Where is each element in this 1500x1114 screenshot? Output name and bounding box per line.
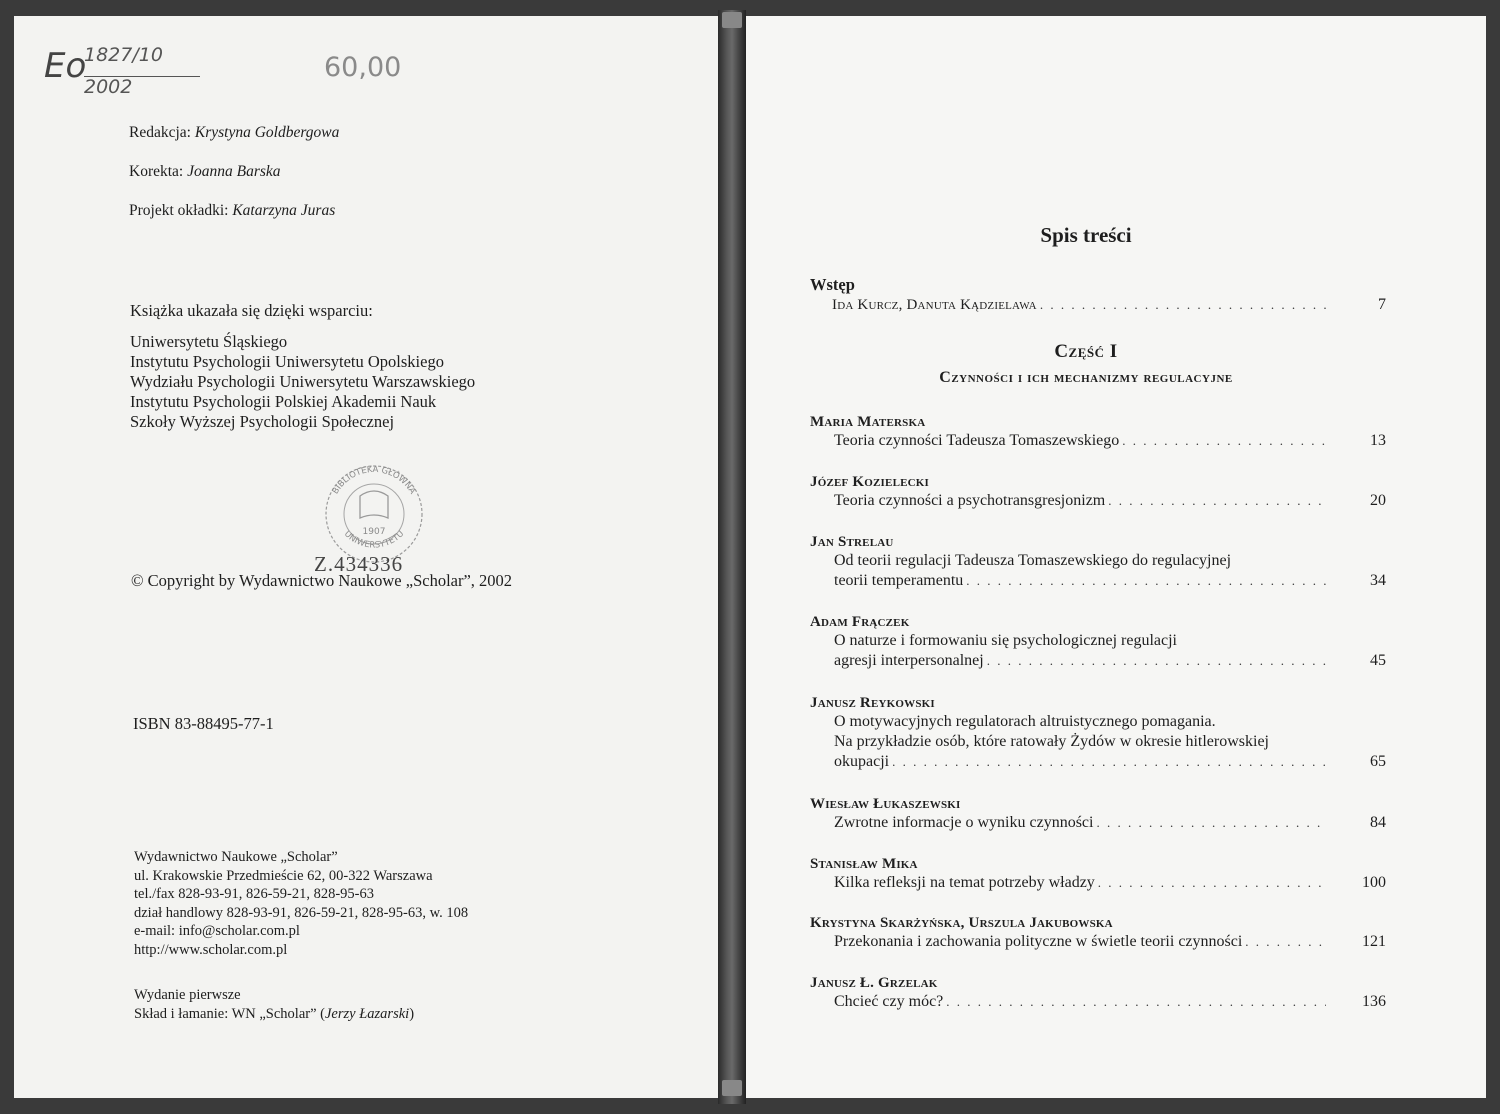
toc-entry-page-number: 65 (1370, 753, 1386, 770)
handwritten-signature-bottom: 2002 (84, 76, 133, 98)
toc-entry-author: Janusz Ł. Grzelak (810, 975, 938, 991)
toc-entry-title-line: Teoria czynności a psychotransgresjonizm (834, 492, 1106, 509)
credit-proofreading-label: Korekta: (129, 163, 188, 180)
intro-authors: Ida Kurcz, Danuta Kądzielawa (832, 297, 1037, 313)
toc-entry-page-number: 34 (1370, 572, 1386, 589)
supporters-list (130, 332, 475, 432)
toc-entry (810, 614, 1386, 671)
toc-entry-title-line: Chcieć czy móc? (834, 993, 944, 1010)
toc-intro (810, 275, 1386, 315)
credit-cover-name: Katarzyna Juras (232, 202, 336, 219)
toc-entry-title (810, 992, 1386, 1012)
publisher-line: tel./fax 828-93-91, 826-59-21, 828-95-63 (134, 886, 375, 902)
toc-entry-title (810, 431, 1386, 451)
credit-proofreading (129, 163, 281, 181)
toc-entry-title (810, 932, 1386, 952)
handwritten-code: Eo (44, 46, 87, 86)
toc-entry-title-line: Od teorii regulacji Tadeusza Tomaszewskiego do regulacyjnej (834, 552, 1232, 569)
toc-entry-title-line: teorii temperamentu (834, 572, 964, 589)
toc-entry (810, 975, 1386, 1012)
copyright-line: © Copyright by Wydawnictwo Naukowe „Scholar”, 2002 (131, 571, 513, 590)
toc-entry-title (810, 631, 1386, 671)
toc-entry-page-number: 45 (1370, 652, 1386, 669)
edition-line: Wydanie pierwsze (134, 987, 241, 1003)
toc-entry-title-line: O naturze i formowaniu się psychologicznej regulacji (834, 632, 1177, 649)
toc-entry-title-line: Przekonania i zachowania polityczne w świetle teorii czynności (834, 933, 1243, 950)
toc-entry-author: Jan Strelau (810, 534, 894, 550)
part-subtitle: Czynności i ich mechanizmy regulacyjne (939, 369, 1233, 386)
toc-entry-author: Janusz Reykowski (810, 695, 935, 711)
toc-entry-title (810, 873, 1386, 893)
typesetting-line: Skład i łamanie: WN „Scholar” (Jerzy Łazarski) (134, 1005, 415, 1022)
publisher-line: Wydawnictwo Naukowe „Scholar” (134, 849, 338, 865)
toc-entry-title-line: Na przykładzie osób, które ratowały Żydów w okresie hitlerowskiej (834, 733, 1269, 750)
isbn: ISBN 83-88495-77-1 (133, 714, 274, 733)
spine-notch (722, 1080, 742, 1096)
supporter-item: Szkoły Wyższej Psychologii Społecznej (130, 412, 395, 431)
toc-entry (810, 695, 1386, 772)
toc-entry-title-line: O motywacyjnych regulatorach altruistycznego pomagania. (834, 713, 1216, 730)
toc-entry-title-line: okupacji (834, 753, 890, 770)
support-heading: Książka ukazała się dzięki wsparciu: (130, 301, 373, 320)
handwritten-inventory-number: Z.434336 (314, 552, 404, 576)
stamp-year: 1907 (362, 527, 386, 537)
right-page (746, 16, 1486, 1098)
publisher-info (134, 848, 468, 959)
intro-entry (810, 295, 1386, 315)
stamp-text-bottom: UNIWERSYTETU (341, 529, 407, 551)
toc-entry-page-number: 100 (1362, 874, 1386, 891)
intro-heading: Wstęp (810, 275, 855, 294)
book-spine (718, 10, 746, 1104)
toc-entry-author: Adam Frączek (810, 614, 910, 630)
supporter-item: Instytutu Psychologii Uniwersytetu Opolskiego (130, 352, 444, 371)
publisher-line: ul. Krakowskie Przedmieście 62, 00-322 Warszawa (134, 867, 433, 884)
typesetter-name: Jerzy Łazarski (325, 1005, 410, 1022)
credit-editor-label: Redakcja: (129, 124, 195, 141)
toc-entry-page-number: 20 (1370, 492, 1386, 509)
toc-entry-title (810, 712, 1386, 772)
toc-entry-title-line: Kilka refleksji na temat potrzeby władzy (834, 874, 1095, 891)
toc-entry-author: Maria Materska (810, 414, 926, 430)
toc-title: Spis treści (1040, 223, 1132, 247)
toc-entry-title (810, 491, 1386, 511)
toc-entry-title-line: Zwrotne informacje o wyniku czynności (834, 814, 1094, 831)
intro-page-number: 7 (1378, 296, 1386, 313)
toc-entry (810, 856, 1386, 893)
toc-entry-page-number: 84 (1370, 814, 1386, 831)
toc-entry-page-number: 121 (1362, 933, 1386, 950)
toc-entry (810, 474, 1386, 511)
toc-entry-author: Józef Kozielecki (810, 474, 930, 490)
publisher-line: dział handlowy 828-93-91, 826-59-21, 828-95-63, w. 108 (134, 904, 469, 921)
edition-info (134, 986, 414, 1023)
toc-entry-page-number: 136 (1362, 993, 1386, 1010)
credit-cover-label: Projekt okładki: (129, 202, 233, 219)
toc-entry-title (810, 813, 1386, 833)
toc-entry (810, 414, 1386, 451)
library-stamp (314, 456, 434, 566)
handwritten-price: 60,00 (324, 52, 402, 83)
supporter-item: Instytutu Psychologii Polskiej Akademii Nauk (130, 392, 437, 411)
credit-cover-design (129, 202, 335, 220)
supporter-item: Wydziału Psychologii Uniwersytetu Warszawskiego (130, 372, 476, 391)
toc-entry (810, 915, 1386, 952)
toc-entry-page-number: 13 (1370, 432, 1386, 449)
handwritten-signature-top: 1827/10 (84, 44, 163, 66)
credit-editor-name: Krystyna Goldbergowa (194, 124, 340, 141)
publisher-website: http://www.scholar.com.pl (134, 941, 288, 958)
toc-entry-author: Krystyna Skarżyńska, Urszula Jakubowska (810, 915, 1113, 931)
toc-entry-author: Wiesław Łukaszewski (810, 796, 961, 812)
toc-entry (810, 796, 1386, 833)
credit-editor (129, 124, 339, 142)
part-label: Część I (1054, 341, 1118, 362)
stamp-text-top: BIBLIOTEKA GŁÓWNA (330, 464, 418, 497)
supporter-item: Uniwersytetu Śląskiego (130, 332, 288, 351)
credit-proofreading-name: Joanna Barska (187, 163, 281, 180)
toc-entry (810, 534, 1386, 591)
stamp-book-icon (360, 491, 388, 518)
toc-entry-title (810, 551, 1386, 591)
toc-entry-author: Stanisław Mika (810, 856, 918, 872)
left-page (14, 16, 718, 1098)
spine-notch (722, 12, 742, 28)
toc-entry-title-line: agresji interpersonalnej (834, 652, 984, 669)
publisher-email: e-mail: info@scholar.com.pl (134, 923, 300, 939)
toc-entry-title-line: Teoria czynności Tadeusza Tomaszewskiego (834, 432, 1120, 449)
